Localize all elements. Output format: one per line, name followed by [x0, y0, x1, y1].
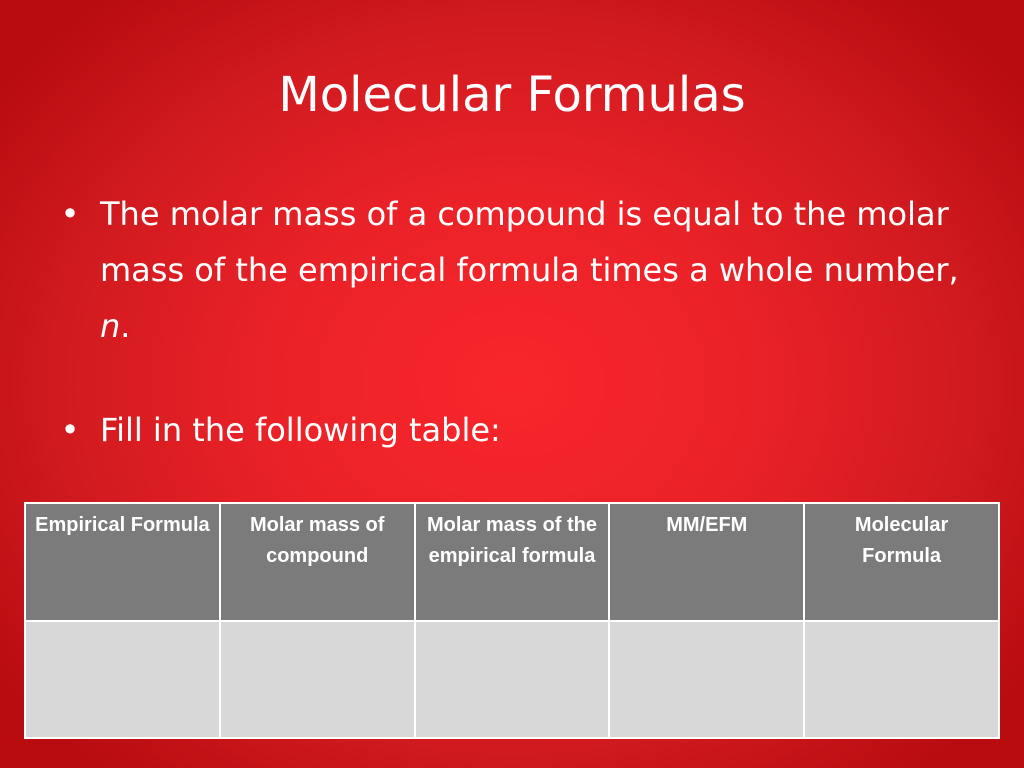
formula-table-container — [24, 502, 1000, 735]
bullet-marker: • — [60, 411, 80, 449]
slide-title: Molecular Formulas — [278, 67, 746, 123]
bullet-list — [56, 186, 986, 458]
header-empirical-formula: Empirical Formula — [25, 503, 220, 621]
table-header-row — [25, 503, 999, 621]
header-molar-mass-compound: Molar mass of compound — [220, 503, 415, 621]
table-row — [25, 621, 999, 738]
bullet-text: Fill in the following table: — [100, 411, 501, 449]
table-cell[interactable] — [25, 621, 220, 738]
table-cell[interactable] — [415, 621, 610, 738]
bullet-text: The molar mass of a compound is equal to the molar mass of the empirical formula times a whole number, — [100, 195, 959, 289]
bullet-marker: • — [60, 195, 80, 233]
header-molecular-formula: Molecular Formula — [804, 503, 999, 621]
bullet-emphasis: n — [100, 307, 121, 345]
header-mm-efm: MM/EFM — [609, 503, 804, 621]
bullet-item — [56, 186, 986, 354]
header-molar-mass-empirical: Molar mass of the empirical formula — [415, 503, 610, 621]
table-cell[interactable] — [609, 621, 804, 738]
formula-table — [24, 502, 1000, 739]
bullet-item — [56, 402, 986, 458]
bullet-text-end: . — [120, 307, 131, 345]
table-cell[interactable] — [804, 621, 999, 738]
table-cell[interactable] — [220, 621, 415, 738]
